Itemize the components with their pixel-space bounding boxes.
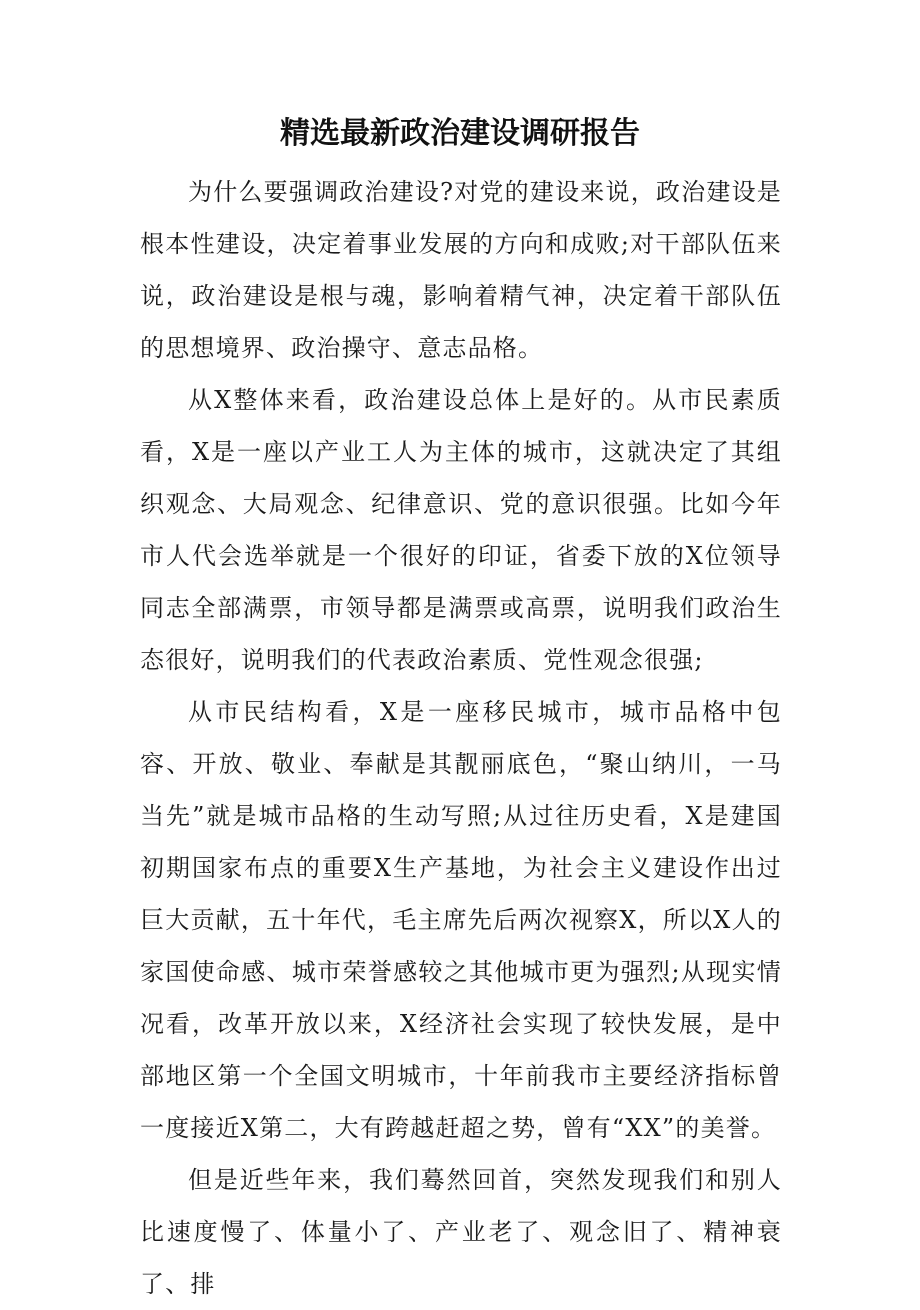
- document-body: [140, 166, 782, 1310]
- paragraph-2: 从X整体来看，政治建设总体上是好的。从市民素质看，X是一座以产业工人为主体的城市，这就决定了其组织观念、大局观念、纪律意识、党的意识很强。比如今年市人代会选举就是一个很好的印证，省委下放的X位领导同志全部满票，市领导都是满票或高票，说明我们政治生态很好，说明我们的代表政治素质、党性观念很强;: [140, 386, 782, 674]
- document-title: 精选最新政治建设调研报告: [280, 116, 640, 151]
- paragraph-1: 为什么要强调政治建设?对党的建设来说，政治建设是根本性建设，决定着事业发展的方向和成败;对干部队伍来说，政治建设是根与魂，影响着精气神，决定着干部队伍的思想境界、政治操守、意志品格。: [140, 178, 782, 362]
- paragraph-4: 但是近些年来，我们蓦然回首，突然发现我们和别人比速度慢了、体量小了、产业老了、观念旧了、精神衰了、排: [140, 1166, 782, 1298]
- paragraph-3: 从市民结构看，X是一座移民城市，城市品格中包容、开放、敬业、奉献是其靓丽底色，“聚山纳川，一马当先”就是城市品格的生动写照;从过往历史看，X是建国初期国家布点的重要X生产基地，为社会主义建设作出过巨大贡献，五十年代，毛主席先后两次视察X，所以X人的家国使命感、城市荣誉感较之其他城市更为强烈;从现实情况看，改革开放以来，X经济社会实现了较快发展，是中部地区第一个全国文明城市，十年前我市主要经济指标曾一度接近X第二，大有跨越赶超之势，曾有“XX”的美誉。: [140, 698, 782, 1142]
